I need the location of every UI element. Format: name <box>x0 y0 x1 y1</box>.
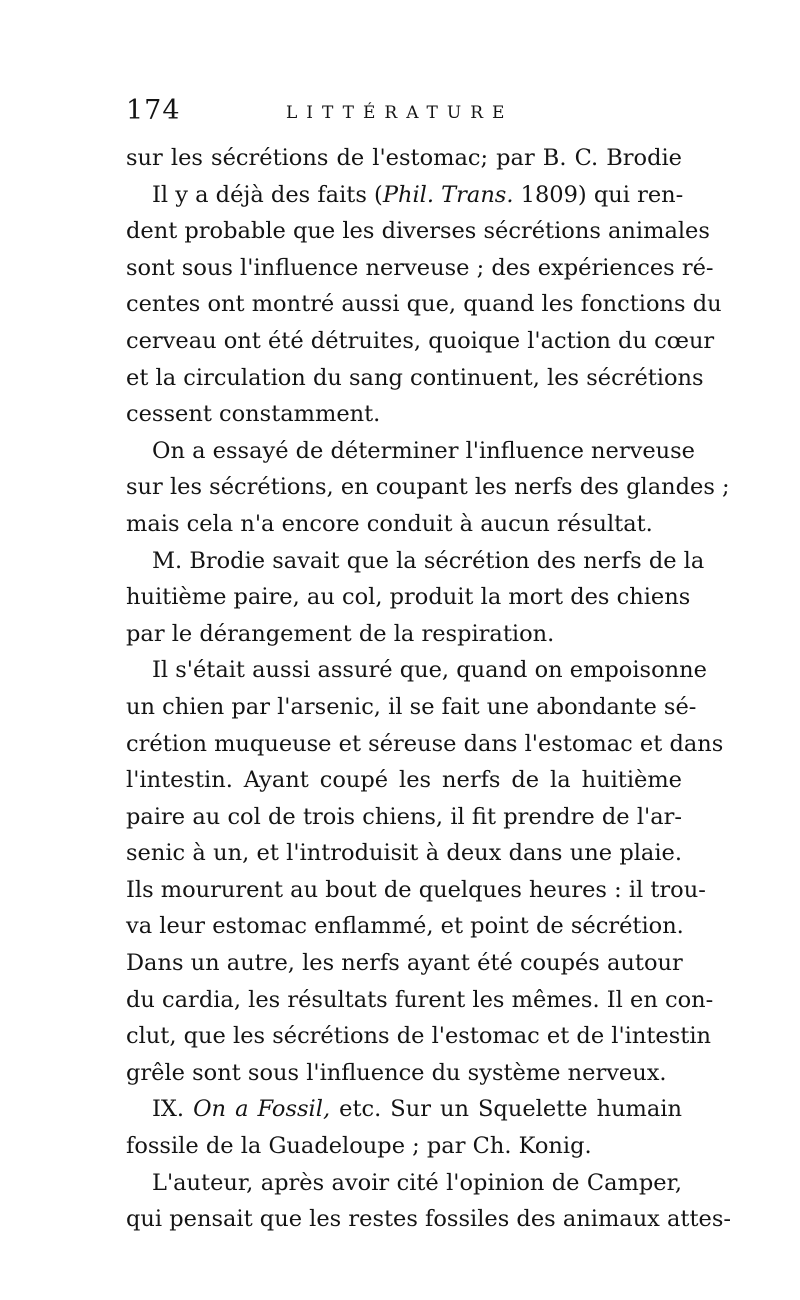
text-line: M. Brodie savait que la sécrétion des nerfs de la <box>152 547 705 574</box>
text-line: IX. On a Fossil, etc. Sur un Squelette humain <box>152 1096 682 1123</box>
text-line: sont sous l'influence nerveuse ; des expériences ré- <box>126 254 714 281</box>
text-line: mais cela n'a encore conduit à aucun résultat. <box>126 510 653 537</box>
text-line: Ils moururent au bout de quelques heures : il trou- <box>126 876 706 903</box>
text-line: centes ont montré aussi que, quand les fonctions du <box>126 291 722 318</box>
page-header <box>126 95 682 135</box>
text-line: cessent constamment. <box>126 401 381 428</box>
text-line: grêle sont sous l'influence du système nerveux. <box>126 1059 667 1086</box>
text-line: va leur estomac enflammé, et point de sécrétion. <box>126 913 684 940</box>
text-line: senic à un, et l'introduisit à deux dans une plaie. <box>126 840 682 867</box>
text-line: par le dérangement de la respiration. <box>126 620 555 647</box>
text-line: qui pensait que les restes fossiles des animaux attes- <box>126 1206 731 1233</box>
text-line: crétion muqueuse et séreuse dans l'estomac et dans <box>126 730 724 757</box>
text-line: fossile de la Guadeloupe ; par Ch. Konig. <box>126 1133 592 1160</box>
body-text <box>126 140 731 1238</box>
text-line: Il y a déjà des faits (Phil. Trans. 1809) qui ren- <box>152 181 684 208</box>
text-line: Il s'était aussi assuré que, quand on empoisonne <box>152 657 707 684</box>
text-line: Dans un autre, les nerfs ayant été coupés autour <box>126 950 683 977</box>
running-head: LITTÉRATURE <box>286 103 514 123</box>
page-number: 174 <box>126 95 181 126</box>
text-line: paire au col de trois chiens, il fit prendre de l'ar- <box>126 803 682 830</box>
text-line: et la circulation du sang continuent, les sécrétions <box>126 364 704 391</box>
text-line: du cardia, les résultats furent les mêmes. Il en con- <box>126 986 714 1013</box>
text-line: sur les sécrétions de l'estomac; par B. C. Brodie <box>126 145 682 171</box>
text-line: L'auteur, après avoir cité l'opinion de Camper, <box>152 1169 682 1196</box>
text-line: dent probable que les diverses sécrétions animales <box>126 218 710 245</box>
text-line: huitième paire, au col, produit la mort des chiens <box>126 584 691 611</box>
text-line: l'intestin. Ayant coupé les nerfs de la huitième <box>126 767 682 794</box>
text-line: sur les sécrétions, en coupant les nerfs des glandes ; <box>126 474 730 501</box>
text-line: cerveau ont été détruites, quoique l'action du cœur <box>126 327 715 354</box>
text-line: clut, que les sécrétions de l'estomac et de l'intestin <box>126 1023 711 1050</box>
text-line: On a essayé de déterminer l'influence nerveuse <box>152 437 695 464</box>
text-line: un chien par l'arsenic, il se fait une abondante sé- <box>126 693 697 720</box>
